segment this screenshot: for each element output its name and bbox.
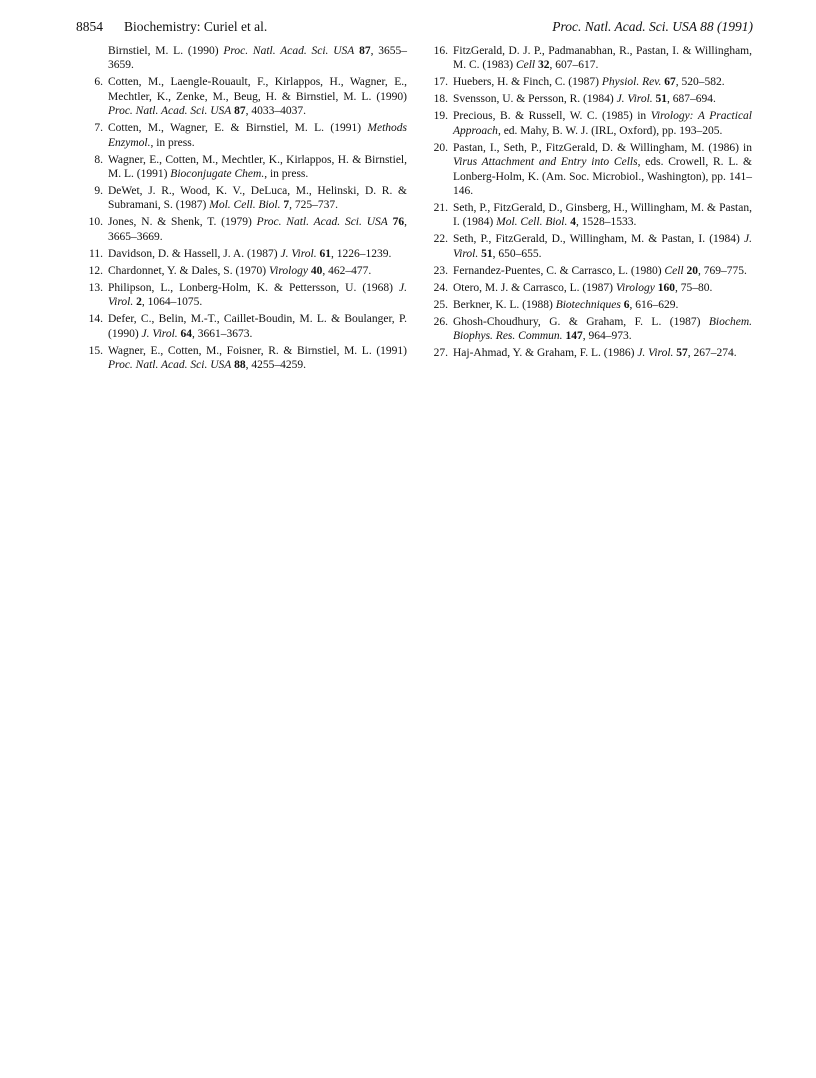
journal-name: Virology [615,281,655,294]
volume-number: 6 [623,298,630,311]
reference-text: Wagner, E., Cotten, M., Mechtler, K., Kirlappos, H. & Birnstiel, M. L. (1991) [108,153,407,181]
reference-text: Seth, P., FitzGerald, D., Ginsberg, H., Willingham, M. & Pastan, I. (1984) [453,202,752,229]
reference-number: 12. [88,264,103,277]
reference-text: , 4255–4259. [245,359,307,372]
reference-text: , in press. [264,168,309,181]
reference-text: Wagner, E., Cotten, M., Foisner, R. & Birnstiel, M. L. (1991) [108,344,407,357]
references-left-column [86,44,407,375]
reference-text: , 964–973. [582,330,632,343]
reference-entry [431,44,752,73]
reference-text: , 267–274. [687,347,737,360]
reference-text: Jones, N. & Shenk, T. (1979) [108,216,257,229]
reference-text: Otero, M. J. & Carrasco, L. (1987) [453,281,616,294]
reference-text: , ed. Mahy, B. W. J. (IRL, Oxford), pp. 193–205. [497,124,723,137]
reference-text: Fernandez-Puentes, C. & Carrasco, L. (1980) [453,264,665,277]
reference-number: 16. [433,45,448,57]
volume-number: 4 [570,216,576,229]
journal-name: Cell [515,59,536,72]
reference-text: Chardonnet, Y. & Dales, S. (1970) [108,264,269,277]
reference-number: 24. [433,281,448,294]
journal-name: Mol. Cell. Biol. [209,199,281,212]
reference-entry [431,298,752,312]
references-right-column [431,44,752,363]
volume-number: 61 [319,247,331,260]
reference-text: Cotten, M., Laengle-Rouault, F., Kirlappos, H., Wagner, E., Mechtler, K., Zenke, M., Beug, H. & Birnstiel, M. L. (1990) [108,76,407,103]
reference-number: 27. [433,347,448,360]
reference-text: , 3665–3669. [108,216,408,243]
volume-number: 67 [664,76,676,89]
reference-text: , 607–617. [549,59,599,72]
volume-number: 40 [310,264,323,277]
reference-entry [431,315,752,344]
reference-number: 21. [433,202,448,215]
volume-number: 51 [655,93,668,106]
reference-text: Huebers, H. & Finch, C. (1987) [453,76,602,89]
reference-number: 18. [433,93,448,106]
reference-entry [86,44,407,73]
reference-text: , 769–775. [697,264,747,277]
reference-entry [86,184,407,213]
reference-text: Ghosh-Choudhury, G. & Graham, F. L. (1987) [453,315,709,328]
volume-number: 20 [686,264,698,277]
journal-name: Biochem. Biophys. Res. Commun. [453,315,752,343]
journal-name: Virus Attachment and Entry into Cells [453,156,638,169]
reference-number: 23. [433,264,448,277]
page-number: 8854 [76,19,103,34]
reference-text: , 1064–1075. [141,296,203,309]
reference-text: , in press. [150,136,195,149]
journal-name: Proc. Natl. Acad. Sci. USA [223,45,355,57]
volume-number: 32 [537,59,550,72]
reference-entry [431,281,752,295]
reference-number: 26. [433,315,448,328]
reference-text: , 1528–1533. [575,216,637,229]
volume-number: 87 [234,105,246,118]
reference-text: , 3655–3659. [108,45,408,72]
reference-text: , 616–629. [629,298,679,311]
journal-citation: Proc. Natl. Acad. Sci. USA 88 (1991) [552,19,753,34]
journal-name: Methods Enzymol. [108,122,407,149]
reference-text: Seth, P., FitzGerald, D., Willingham, M. & Pastan, I. (1984) [453,233,745,246]
reference-text: Precious, B. & Russell, W. C. (1985) in [453,110,651,123]
reference-text: , 462–477. [322,264,372,277]
reference-text: , 725–737. [289,199,338,212]
reference-entry [86,247,407,261]
reference-number: 11. [89,247,103,260]
reference-text: Haj-Ahmad, Y. & Graham, F. L. (1986) [453,347,638,360]
journal-name: Proc. Natl. Acad. Sci. USA [256,216,388,229]
reference-text: Cotten, M., Wagner, E. & Birnstiel, M. L. (1991) [108,122,368,135]
reference-number: 7. [94,122,103,135]
reference-number: 20. [433,141,448,154]
reference-text: FitzGerald, D. J. P., Padmanabhan, R., Pastan, I. & Willingham, M. C. (1983) [453,45,752,72]
reference-entry [431,264,752,278]
reference-number: 17. [433,76,448,89]
journal-name: J. Virol. [453,233,752,260]
reference-text: , 75–80. [674,281,713,294]
journal-name: J. Virol. [108,281,407,309]
reference-text: Svensson, U. & Persson, R. (1984) [453,93,617,106]
reference-text: , 520–582. [675,76,725,89]
reference-entry [431,75,752,89]
reference-number: 25. [433,298,448,311]
running-title: Biochemistry: Curiel et al. [124,19,268,34]
reference-text: , 1226–1239. [330,247,392,260]
reference-text: Defer, C., Belin, M.-T., Caillet-Boudin, M. L. & Boulanger, P. (1990) [108,313,407,340]
journal-name: J. Virol. [141,327,178,340]
reference-entry [431,201,752,230]
volume-number: 64 [180,327,193,340]
reference-entry [86,215,407,244]
reference-entry [86,153,407,182]
reference-text: Philipson, L., Lonberg-Holm, K. & Pettersson, U. (1968) [108,281,400,294]
volume-number: 7 [283,199,290,212]
reference-number: 15. [88,344,103,357]
journal-name: Mol. Cell. Biol. [496,216,568,229]
volume-number: 2 [136,296,142,309]
journal-name: J. Virol. [637,347,674,360]
page-header [76,19,753,39]
journal-name: Biotechniques [555,298,621,311]
reference-text: Berkner, K. L. (1988) [453,298,556,311]
volume-number: 57 [676,347,688,360]
volume-number: 147 [565,330,583,343]
volume-number: 87 [359,45,371,57]
reference-number: 19. [433,110,448,123]
journal-name: Cell [664,264,684,277]
reference-entry [431,232,752,261]
journal-name: Physiol. Rev. [601,76,662,89]
reference-number: 9. [94,185,103,198]
journal-name: Proc. Natl. Acad. Sci. USA [108,359,232,372]
reference-text: , 3661–3673. [192,327,253,340]
reference-number: 10. [88,216,103,229]
reference-text: , 687–694. [667,93,716,106]
reference-entry [431,346,752,360]
journal-name: J. Virol. [280,247,317,260]
reference-text: Davidson, D. & Hassell, J. A. (1987) [108,247,281,260]
reference-entry [431,109,752,138]
reference-entry [86,312,407,341]
reference-text: , 650–655. [492,247,542,260]
reference-entry [86,281,407,310]
journal-name: Bioconjugate Chem. [170,168,265,181]
reference-text: Birnstiel, M. L. (1990) [108,45,224,57]
volume-number: 88 [234,359,246,372]
reference-text: , 4033–4037. [245,105,307,118]
reference-text: , eds. Crowell, R. L. & Lonberg-Holm, K. (Am. Soc. Microbiol., Washington), pp. 141–146. [453,156,752,198]
journal-name: Virology: A Practical Approach [453,110,752,137]
reference-number: 6. [94,76,103,89]
reference-entry [86,264,407,278]
reference-number: 13. [88,281,103,294]
reference-number: 8. [94,153,103,166]
journal-name: Proc. Natl. Acad. Sci. USA [108,105,232,118]
reference-entry [431,92,752,106]
reference-number: 22. [433,233,448,246]
reference-text: Pastan, I., Seth, P., FitzGerald, D. & Willingham, M. (1986) in [453,141,752,154]
reference-entry [86,121,407,150]
reference-number: 14. [88,313,103,326]
reference-text: DeWet, J. R., Wood, K. V., DeLuca, M., Helinski, D. R. & Subramani, S. (1987) [108,185,407,212]
reference-entry [86,75,407,118]
volume-number: 51 [481,247,493,260]
reference-entry [431,141,752,199]
volume-number: 160 [657,281,675,294]
journal-name: J. Virol. [616,93,653,106]
volume-number: 76 [392,216,405,229]
journal-name: Virology [268,264,308,277]
reference-entry [86,344,407,373]
